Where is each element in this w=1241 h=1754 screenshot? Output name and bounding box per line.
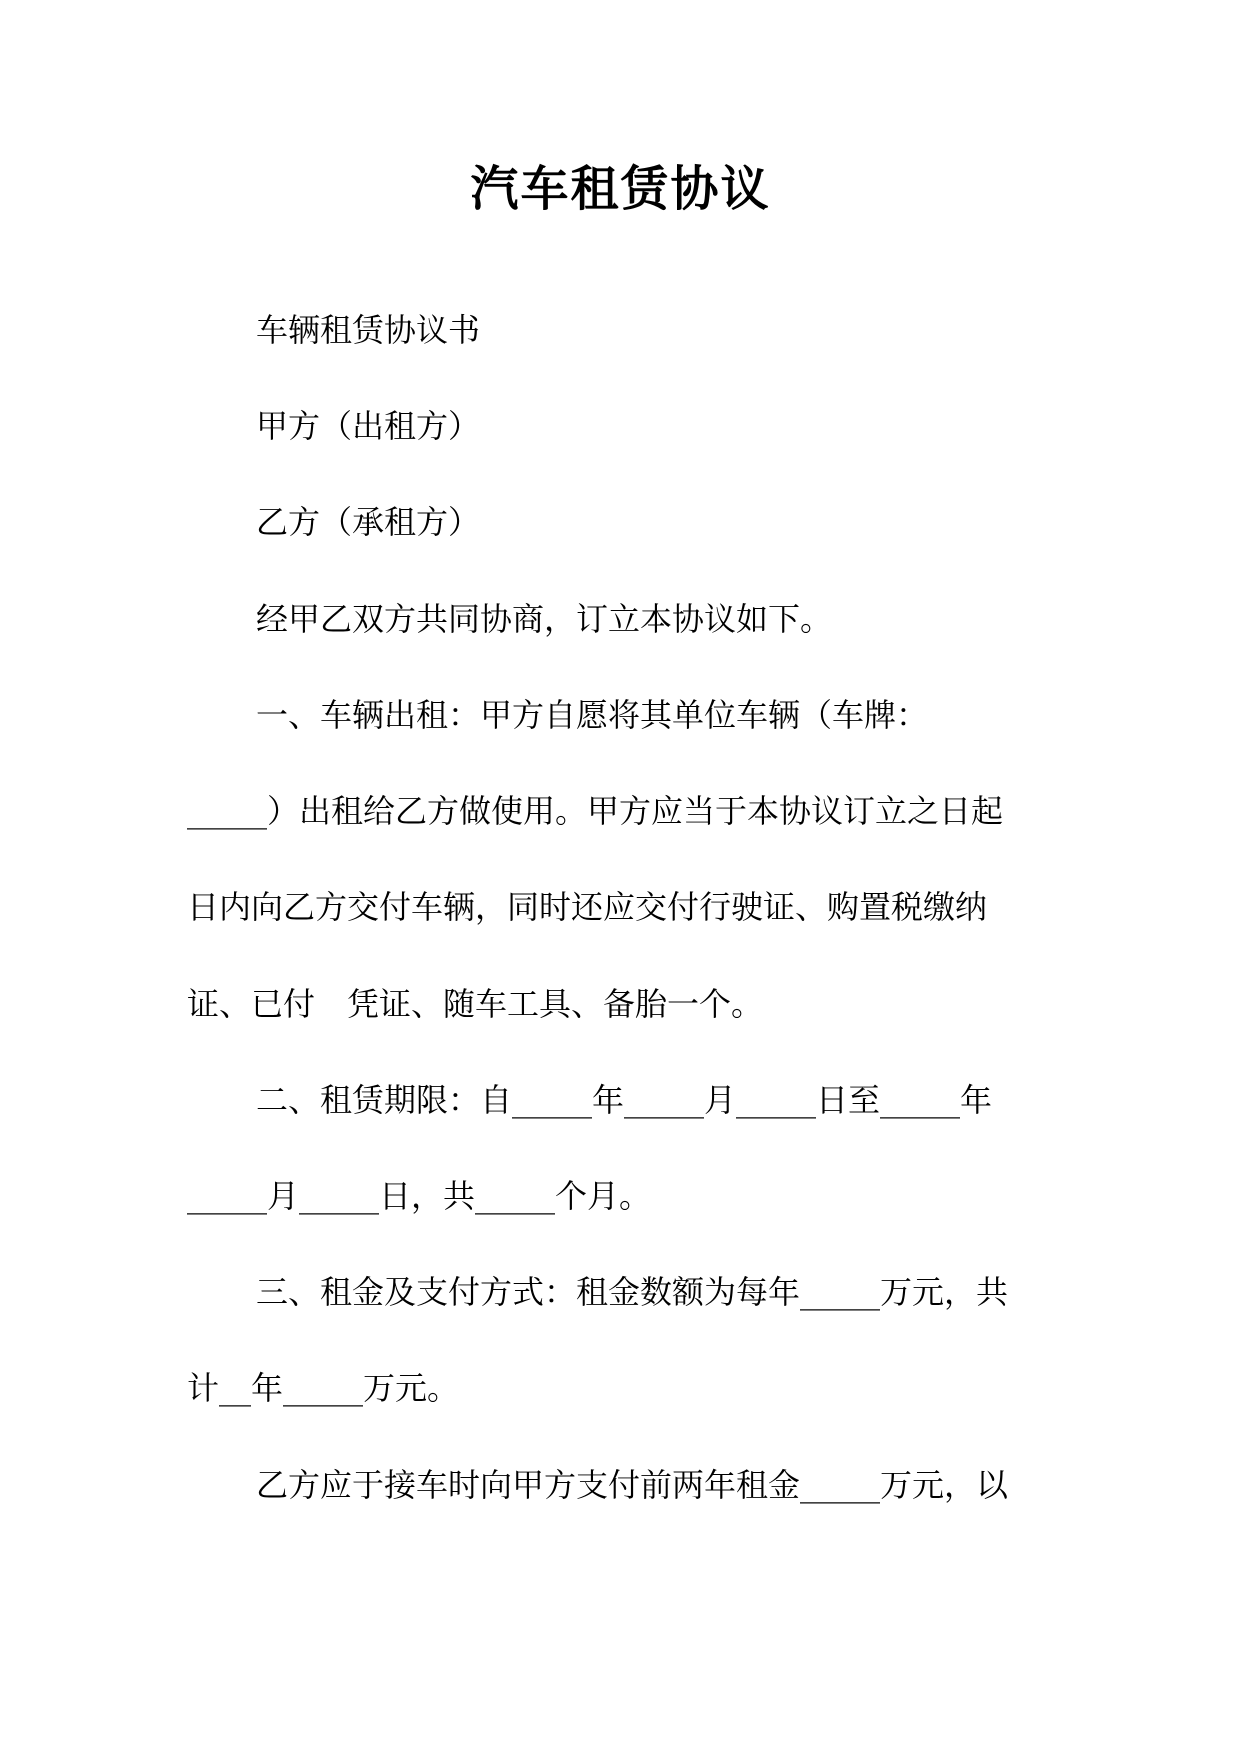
document-title: 汽车租赁协议 [470,161,771,217]
clause-3-line-1: 三、租金及支付方式：租金数额为每年_____万元，共 [256,1273,1009,1311]
doc-heading-line: 车辆租赁协议书 [256,311,481,349]
clause-1-line-4: 证、已付 凭证、随车工具、备胎一个。 [187,985,764,1023]
payment-line-1: 乙方应于接车时向甲方支付前两年租金_____万元，以 [256,1466,1009,1504]
clause-1-line-1: 一、车辆出租：甲方自愿将其单位车辆（车牌： [256,696,929,734]
clause-1-line-3: 日内向乙方交付车辆，同时还应交付行驶证、购置税缴纳 [187,888,988,926]
clause-2-line-1: 二、租赁期限：自_____年_____月_____日至_____年 [256,1081,993,1119]
clause-2-line-2: _____月_____日，共_____个月。 [187,1177,652,1215]
clause-1-line-2: _____）出租给乙方做使用。甲方应当于本协议订立之日起 [187,792,1004,830]
clause-3-line-2: 计__年_____万元。 [187,1369,460,1407]
party-b-line: 乙方（承租方） [256,503,481,541]
party-a-line: 甲方（出租方） [256,407,481,445]
preamble-line: 经甲乙双方共同协商，订立本协议如下。 [256,600,833,638]
